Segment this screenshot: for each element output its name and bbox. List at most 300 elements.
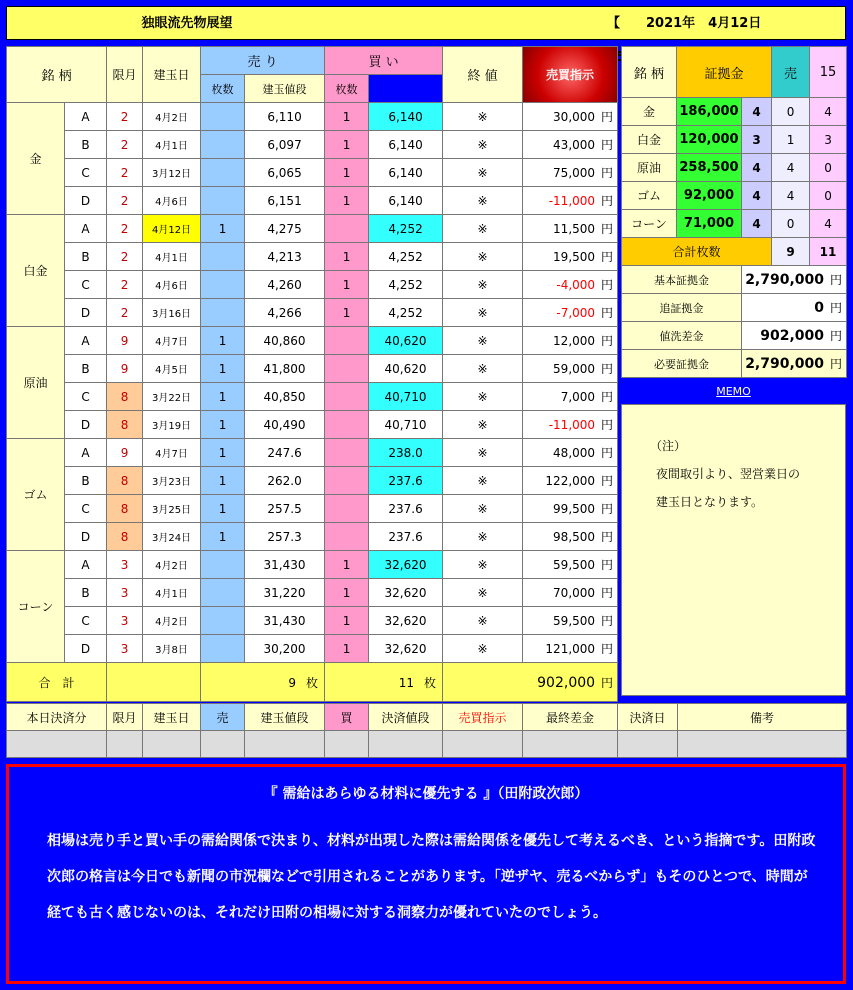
open-date: 3月24日 xyxy=(143,523,201,551)
buy-qty: 1 xyxy=(325,243,369,271)
diff-cell xyxy=(523,243,618,271)
instruction-mark[interactable]: ※ xyxy=(443,411,523,439)
table-row xyxy=(7,411,618,439)
table-row xyxy=(7,243,618,271)
instruction-mark[interactable]: ※ xyxy=(443,551,523,579)
settle-cell[interactable] xyxy=(201,731,245,758)
close-price: 6,140 xyxy=(369,187,443,215)
instruction-mark[interactable]: ※ xyxy=(443,103,523,131)
settlement-table xyxy=(6,703,847,758)
diff-cell xyxy=(523,579,618,607)
yen-unit: 円 xyxy=(601,306,614,320)
open-price: 31,220 xyxy=(245,579,325,607)
limit-month: 8 xyxy=(107,383,143,411)
sell-qty: 1 xyxy=(201,215,245,243)
margin-table xyxy=(621,46,847,378)
diff-value: 59,500 xyxy=(553,614,596,628)
yen-unit: 円 xyxy=(601,390,614,404)
margin-buy: 0 xyxy=(810,154,847,182)
table-row xyxy=(7,103,618,131)
close-price: 4,252 xyxy=(369,215,443,243)
yen-unit: 円 xyxy=(830,273,843,287)
yen-unit: 円 xyxy=(601,558,614,572)
summary-value xyxy=(742,266,847,294)
close-price: 40,710 xyxy=(369,383,443,411)
sub-label: A xyxy=(65,551,107,579)
margin-row xyxy=(622,154,847,182)
limit-month: 9 xyxy=(107,355,143,383)
close-price: 32,620 xyxy=(369,607,443,635)
total-diff-value: 902,000 xyxy=(537,674,596,691)
table-row xyxy=(7,215,618,243)
settle-cell[interactable] xyxy=(523,731,618,758)
limit-month: 3 xyxy=(107,579,143,607)
summary-label: 追証拠金 xyxy=(622,294,742,322)
yen-unit: 円 xyxy=(601,334,614,348)
instruction-mark[interactable]: ※ xyxy=(443,215,523,243)
margin-value: 92,000 xyxy=(677,182,742,210)
memo-text-2: 建玉日となります。 xyxy=(656,495,764,509)
settle-header: 買 xyxy=(325,704,369,731)
yen-unit: 円 xyxy=(601,278,614,292)
margin-value: 120,000 xyxy=(677,126,742,154)
margin-buy: 0 xyxy=(810,182,847,210)
summary-label: 必要証拠金 xyxy=(622,350,742,378)
instruction-mark[interactable]: ※ xyxy=(443,243,523,271)
open-date: 3月19日 xyxy=(143,411,201,439)
buy-qty: 1 xyxy=(325,187,369,215)
open-date: 3月16日 xyxy=(143,299,201,327)
open-date: 4月2日 xyxy=(143,103,201,131)
instruction-mark[interactable]: ※ xyxy=(443,299,523,327)
buy-qty xyxy=(325,327,369,355)
sub-label: D xyxy=(65,411,107,439)
settle-cell[interactable] xyxy=(107,731,143,758)
close-price: 237.6 xyxy=(369,467,443,495)
open-price: 31,430 xyxy=(245,607,325,635)
sub-label: C xyxy=(65,271,107,299)
sell-qty: 1 xyxy=(201,523,245,551)
instruction-mark[interactable]: ※ xyxy=(443,131,523,159)
margin-count: 4 xyxy=(742,210,772,238)
settle-cell[interactable] xyxy=(7,731,107,758)
settle-cell[interactable] xyxy=(369,731,443,758)
buy-qty: 1 xyxy=(325,159,369,187)
instruction-mark[interactable]: ※ xyxy=(443,635,523,663)
instruction-mark[interactable]: ※ xyxy=(443,607,523,635)
diff-value: 48,000 xyxy=(553,446,596,460)
total-label: 合 計 xyxy=(7,663,107,702)
total-buy-value: 11 xyxy=(398,675,415,690)
margin-value: 186,000 xyxy=(677,98,742,126)
buy-qty: 1 xyxy=(325,607,369,635)
open-date: 4月6日 xyxy=(143,271,201,299)
diff-value: -11,000 xyxy=(548,418,596,432)
header-instruction[interactable]: 売買指示 xyxy=(523,47,618,103)
margin-commodity: ゴム xyxy=(622,182,677,210)
total-buy-unit: 枚 xyxy=(424,675,437,690)
yen-unit: 円 xyxy=(601,138,614,152)
header-buy: 買 い xyxy=(325,47,443,75)
quote-body: 相場は売り手と買い手の需給関係で決まり、材料が出現した際は需給関係を優先して考えるべき、という指摘です。田附政次郎の格言は今日でも新聞の市況欄などで引用されることがあります。「逆ザヤ、売るべからず」もそのひとつで、時間が経ても古く感じないのは、それだけ田附の相場に対する洞察力が優れていたのでしょう。 xyxy=(47,833,816,921)
table-row xyxy=(7,607,618,635)
sub-label: D xyxy=(65,187,107,215)
open-date: 4月12日 xyxy=(143,215,201,243)
buy-qty xyxy=(325,467,369,495)
margin-header-name: 銘 柄 xyxy=(622,47,677,98)
open-date: 3月25日 xyxy=(143,495,201,523)
open-date: 4月7日 xyxy=(143,439,201,467)
yen-unit: 円 xyxy=(601,166,614,180)
diff-value: 11,500 xyxy=(553,222,596,236)
diff-cell xyxy=(523,635,618,663)
diff-cell xyxy=(523,327,618,355)
margin-row xyxy=(622,98,847,126)
close-price: 6,140 xyxy=(369,159,443,187)
total-sell xyxy=(201,663,325,702)
open-date: 4月7日 xyxy=(143,327,201,355)
diff-value: 98,500 xyxy=(553,530,596,544)
memo-note: （注） xyxy=(650,439,687,453)
buy-qty xyxy=(325,383,369,411)
sub-label: B xyxy=(65,355,107,383)
header-close: 終 値 xyxy=(443,47,523,103)
quote-title: 『 需給はあらゆる材料に優先する 』（田附政次郎） xyxy=(263,786,589,802)
page-title: 独眼流先物展望 xyxy=(141,16,233,31)
header-name: 銘 柄 xyxy=(7,47,107,103)
yen-unit: 円 xyxy=(601,530,614,544)
limit-month: 3 xyxy=(107,635,143,663)
buy-qty xyxy=(325,411,369,439)
instruction-mark[interactable]: ※ xyxy=(443,467,523,495)
diff-value: 59,500 xyxy=(553,558,596,572)
margin-commodity: 金 xyxy=(622,98,677,126)
margin-commodity: 白金 xyxy=(622,126,677,154)
close-price: 40,620 xyxy=(369,327,443,355)
memo-text-1: 夜間取引より、翌営業日の xyxy=(656,467,801,481)
open-price: 31,430 xyxy=(245,551,325,579)
settle-header: 売買指示 xyxy=(443,704,523,731)
margin-count: 4 xyxy=(742,154,772,182)
summary-label: 値洗差金 xyxy=(622,322,742,350)
diff-cell xyxy=(523,495,618,523)
instruction-mark[interactable]: ※ xyxy=(443,383,523,411)
open-date: 3月23日 xyxy=(143,467,201,495)
yen-unit: 円 xyxy=(830,329,843,343)
open-price: 40,490 xyxy=(245,411,325,439)
summary-amount: 902,000 xyxy=(760,328,825,344)
sub-label: C xyxy=(65,495,107,523)
sub-label: D xyxy=(65,523,107,551)
quote-box xyxy=(6,764,846,984)
instruction-mark[interactable]: ※ xyxy=(443,187,523,215)
limit-month: 2 xyxy=(107,215,143,243)
diff-value: 99,500 xyxy=(553,502,596,516)
commodity-name: 原油 xyxy=(7,327,65,439)
open-date: 4月1日 xyxy=(143,131,201,159)
sub-label: D xyxy=(65,635,107,663)
margin-row xyxy=(622,210,847,238)
sell-qty xyxy=(201,243,245,271)
buy-qty xyxy=(325,495,369,523)
diff-cell xyxy=(523,131,618,159)
open-price: 30,200 xyxy=(245,635,325,663)
settle-header: 建玉日 xyxy=(143,704,201,731)
instruction-mark[interactable]: ※ xyxy=(443,271,523,299)
sell-qty: 1 xyxy=(201,355,245,383)
margin-sell: 1 xyxy=(772,126,810,154)
table-row xyxy=(7,579,618,607)
open-price: 4,260 xyxy=(245,271,325,299)
sell-qty xyxy=(201,271,245,299)
yen-unit: 円 xyxy=(601,675,614,690)
margin-sell: 4 xyxy=(772,154,810,182)
sub-label: A xyxy=(65,439,107,467)
instruction-mark[interactable]: ※ xyxy=(443,439,523,467)
sell-qty xyxy=(201,131,245,159)
margin-count: 3 xyxy=(742,126,772,154)
header-open-price: 建玉値段 xyxy=(245,75,325,103)
title-bar xyxy=(6,6,846,40)
sub-label: B xyxy=(65,467,107,495)
margin-header-sell: 売 xyxy=(772,47,810,98)
margin-commodity: 原油 xyxy=(622,154,677,182)
buy-qty xyxy=(325,523,369,551)
instruction-mark[interactable]: ※ xyxy=(443,579,523,607)
margin-buy: 4 xyxy=(810,98,847,126)
margin-value: 258,500 xyxy=(677,154,742,182)
settle-cell[interactable] xyxy=(143,731,201,758)
yen-unit: 円 xyxy=(601,250,614,264)
diff-cell xyxy=(523,271,618,299)
diff-value: -11,000 xyxy=(548,194,596,208)
table-row xyxy=(7,467,618,495)
diff-cell xyxy=(523,411,618,439)
margin-buy: 3 xyxy=(810,126,847,154)
close-price: 6,140 xyxy=(369,131,443,159)
margin-row xyxy=(622,126,847,154)
settle-cell[interactable] xyxy=(443,731,523,758)
diff-value: 30,000 xyxy=(553,110,596,124)
yen-unit: 円 xyxy=(601,194,614,208)
date-display: 【 2021年 4月12日 xyxy=(607,16,762,31)
yen-unit: 円 xyxy=(601,474,614,488)
total-diff xyxy=(443,663,618,702)
header-limit: 限月 xyxy=(107,47,143,103)
sell-qty xyxy=(201,299,245,327)
table-row xyxy=(7,187,618,215)
total-count-sell: 9 xyxy=(772,238,810,266)
open-price: 6,065 xyxy=(245,159,325,187)
yen-unit: 円 xyxy=(601,110,614,124)
limit-month: 2 xyxy=(107,187,143,215)
margin-buy: 4 xyxy=(810,210,847,238)
total-count-buy: 11 xyxy=(810,238,847,266)
commodity-name: ゴム xyxy=(7,439,65,551)
buy-qty: 1 xyxy=(325,103,369,131)
close-price: 40,620 xyxy=(369,355,443,383)
sell-qty: 1 xyxy=(201,495,245,523)
diff-value: -4,000 xyxy=(556,278,596,292)
limit-month: 2 xyxy=(107,159,143,187)
instruction-mark[interactable]: ※ xyxy=(443,327,523,355)
sell-qty xyxy=(201,607,245,635)
settle-cell[interactable] xyxy=(325,731,369,758)
diff-cell xyxy=(523,299,618,327)
table-row xyxy=(7,635,618,663)
yen-unit: 円 xyxy=(601,502,614,516)
buy-qty xyxy=(325,355,369,383)
yen-unit: 円 xyxy=(601,614,614,628)
close-price: 4,252 xyxy=(369,299,443,327)
sub-label: B xyxy=(65,131,107,159)
diff-cell xyxy=(523,159,618,187)
margin-header-margin: 証拠金 xyxy=(677,47,772,98)
settle-cell[interactable] xyxy=(618,731,678,758)
sub-label: B xyxy=(65,579,107,607)
buy-qty: 1 xyxy=(325,271,369,299)
margin-value: 71,000 xyxy=(677,210,742,238)
settle-header: 決済日 xyxy=(618,704,678,731)
open-price: 262.0 xyxy=(245,467,325,495)
open-date: 4月1日 xyxy=(143,579,201,607)
total-sell-unit: 枚 xyxy=(306,675,319,690)
close-price: 4,252 xyxy=(369,243,443,271)
yen-unit: 円 xyxy=(601,586,614,600)
settle-header: 最終差金 xyxy=(523,704,618,731)
diff-cell xyxy=(523,467,618,495)
sub-label: A xyxy=(65,215,107,243)
sub-label: D xyxy=(65,299,107,327)
settle-header: 決済値段 xyxy=(369,704,443,731)
sell-qty: 1 xyxy=(201,439,245,467)
sell-qty: 1 xyxy=(201,383,245,411)
sub-label: C xyxy=(65,607,107,635)
open-price: 4,275 xyxy=(245,215,325,243)
summary-value xyxy=(742,294,847,322)
header-sell: 売 り xyxy=(201,47,325,75)
limit-month: 2 xyxy=(107,103,143,131)
summary-value xyxy=(742,322,847,350)
margin-commodity: コーン xyxy=(622,210,677,238)
sub-label: B xyxy=(65,243,107,271)
limit-month: 2 xyxy=(107,243,143,271)
yen-unit: 円 xyxy=(601,362,614,376)
sell-qty: 1 xyxy=(201,411,245,439)
open-price: 41,800 xyxy=(245,355,325,383)
close-price: 4,252 xyxy=(369,271,443,299)
table-row xyxy=(7,439,618,467)
diff-cell xyxy=(523,355,618,383)
open-price: 6,151 xyxy=(245,187,325,215)
header-open-date: 建玉日 xyxy=(143,47,201,103)
diff-cell xyxy=(523,103,618,131)
open-price: 257.3 xyxy=(245,523,325,551)
instruction-mark[interactable]: ※ xyxy=(443,355,523,383)
open-date: 3月8日 xyxy=(143,635,201,663)
sell-qty xyxy=(201,579,245,607)
diff-cell xyxy=(523,523,618,551)
sub-label: C xyxy=(65,159,107,187)
table-row xyxy=(7,495,618,523)
margin-row xyxy=(622,182,847,210)
diff-cell xyxy=(523,439,618,467)
buy-qty: 1 xyxy=(325,131,369,159)
sell-qty xyxy=(201,103,245,131)
sell-qty xyxy=(201,159,245,187)
summary-label: 基本証拠金 xyxy=(622,266,742,294)
diff-cell xyxy=(523,383,618,411)
buy-qty xyxy=(325,215,369,243)
buy-qty: 1 xyxy=(325,579,369,607)
open-price: 40,850 xyxy=(245,383,325,411)
limit-month: 9 xyxy=(107,327,143,355)
sell-qty xyxy=(201,187,245,215)
diff-cell xyxy=(523,551,618,579)
open-price: 247.6 xyxy=(245,439,325,467)
summary-amount: 0 xyxy=(814,300,825,316)
summary-value xyxy=(742,350,847,378)
total-count-label: 合計枚数 xyxy=(622,238,772,266)
limit-month: 3 xyxy=(107,607,143,635)
instruction-mark[interactable]: ※ xyxy=(443,523,523,551)
close-price: 237.6 xyxy=(369,495,443,523)
settle-cell[interactable] xyxy=(678,731,847,758)
commodity-name: 金 xyxy=(7,103,65,215)
table-row xyxy=(7,131,618,159)
open-date: 4月5日 xyxy=(143,355,201,383)
diff-value: 122,000 xyxy=(545,474,596,488)
open-price: 40,860 xyxy=(245,327,325,355)
limit-month: 3 xyxy=(107,551,143,579)
settle-cell[interactable] xyxy=(245,731,325,758)
open-date: 4月1日 xyxy=(143,243,201,271)
table-row xyxy=(7,551,618,579)
table-row xyxy=(7,327,618,355)
diff-value: 7,000 xyxy=(560,390,596,404)
close-price: 32,620 xyxy=(369,551,443,579)
sell-qty: 1 xyxy=(201,327,245,355)
table-row xyxy=(7,299,618,327)
table-row xyxy=(7,355,618,383)
commodity-name: コーン xyxy=(7,551,65,663)
open-date: 4月2日 xyxy=(143,607,201,635)
summary-amount: 2,790,000 xyxy=(745,272,825,288)
settle-header: 建玉値段 xyxy=(245,704,325,731)
close-price: 32,620 xyxy=(369,635,443,663)
total-spacer xyxy=(107,663,201,702)
limit-month: 8 xyxy=(107,495,143,523)
margin-header-total: 15 xyxy=(810,47,847,98)
diff-value: 12,000 xyxy=(553,334,596,348)
instruction-mark[interactable]: ※ xyxy=(443,495,523,523)
yen-unit: 円 xyxy=(601,446,614,460)
close-price: 237.6 xyxy=(369,523,443,551)
open-date: 3月12日 xyxy=(143,159,201,187)
buy-qty: 1 xyxy=(325,551,369,579)
settle-header: 売 xyxy=(201,704,245,731)
instruction-mark[interactable]: ※ xyxy=(443,159,523,187)
sell-qty: 1 xyxy=(201,467,245,495)
diff-cell xyxy=(523,187,618,215)
sell-qty xyxy=(201,551,245,579)
commodity-name: 白金 xyxy=(7,215,65,327)
memo-link[interactable]: MEMO xyxy=(716,385,751,398)
open-price: 257.5 xyxy=(245,495,325,523)
diff-cell xyxy=(523,607,618,635)
margin-sell: 4 xyxy=(772,182,810,210)
open-date: 3月22日 xyxy=(143,383,201,411)
